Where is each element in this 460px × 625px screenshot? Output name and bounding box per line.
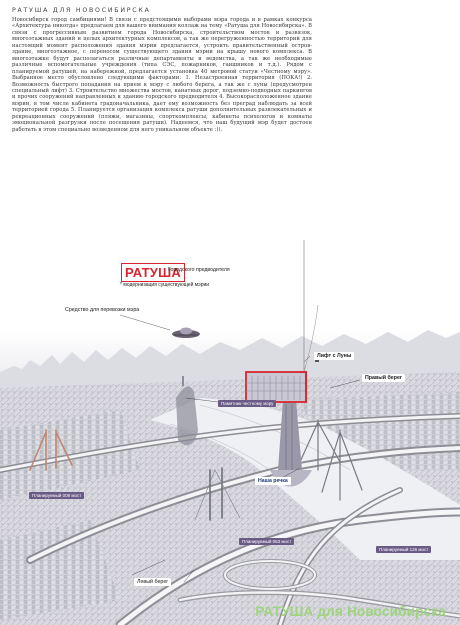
- label-left-bank: Левый берег: [134, 578, 171, 586]
- label-our-river: Наша речка: [255, 477, 291, 485]
- label-monument: Памятник честному мэру: [218, 400, 276, 407]
- brand-subtitle: Городского предводителя: [168, 267, 230, 273]
- label-moon-lift: Лифт с Луны: [314, 352, 354, 360]
- label-right-bank: Правый берег: [362, 374, 405, 382]
- label-bridge-3: Планируемый 126 мост: [376, 546, 431, 553]
- ufo-icon: [172, 328, 200, 339]
- brand-logo: РАТУША: [121, 263, 185, 282]
- document-body: Новосибирск город самбициями! В связи с предстоящими выборами мэра города и в рамках конкурса «Архитектура никогда» предлагаем для вашего внимания коллаж на тему «Ратуша для Новосибирска». В связи с прогрессивным развитием города Новосибирска, строительством мостов и развязок, многоэтажных зданий и целых архитектурных комплексов, а так же перегруженностью территорий для настоящий момент расположения здания мэрии предлагается, устроить правительственный остров-здание, многоэтажное, с переносом существующего здания мэрии на крышу нового комплекса. В многоэтажке будут располагаться различные департаменты и ведомства, а так же необходимые различные вспомогательные учреждения (типа СЭС, пожарников, гаишников и т.д.). Рядом с планируемой ратушей, на набережной, предлагается установка 40 метровой статуи «Честному мэру». Выбранное место обусловлено следующими факторами: 1. Незастроенная территория (ПОКА!) 2. Возможность быстрого попадания на прием к мэру с любого берега, а так же с луны (предусмотрен специальный лифт) 3. Строительство множества мостов, канатных дорог, подземно-подводных паркингов и прочих сооружений направленных к зданию городского предводителя 4. Высокорасположенное здание мэрии, в том числе кабинета градоначальника, дает ему возможность без преград наблюдать за всей территорией города 5. Планируется организация комплекса ратуши дополнительных развлекательных и рекреационных сооружений (пляжи, магазины, спорткомплексы, кабинеты психологов и комнаты эмоциональной разгрузки после посещения ратуши). Надеемся, что наш будущий мэр будет достоен работать в этом специально возведенном для него уникальном объекте :)).: [12, 17, 312, 133]
- label-transport: Средство для перевозки мэра: [62, 306, 142, 314]
- document-title: РАТУША ДЛЯ НОВОСИБИРСКА: [12, 7, 151, 14]
- label-bridge-1: Планируемый 008 мост: [29, 492, 84, 499]
- modernization-note: * модернизация существующей мэрии: [120, 282, 210, 288]
- label-bridge-2: Планируемый 063 мост: [239, 538, 294, 545]
- footer-title: РАТУША для Новосибирска: [255, 604, 446, 619]
